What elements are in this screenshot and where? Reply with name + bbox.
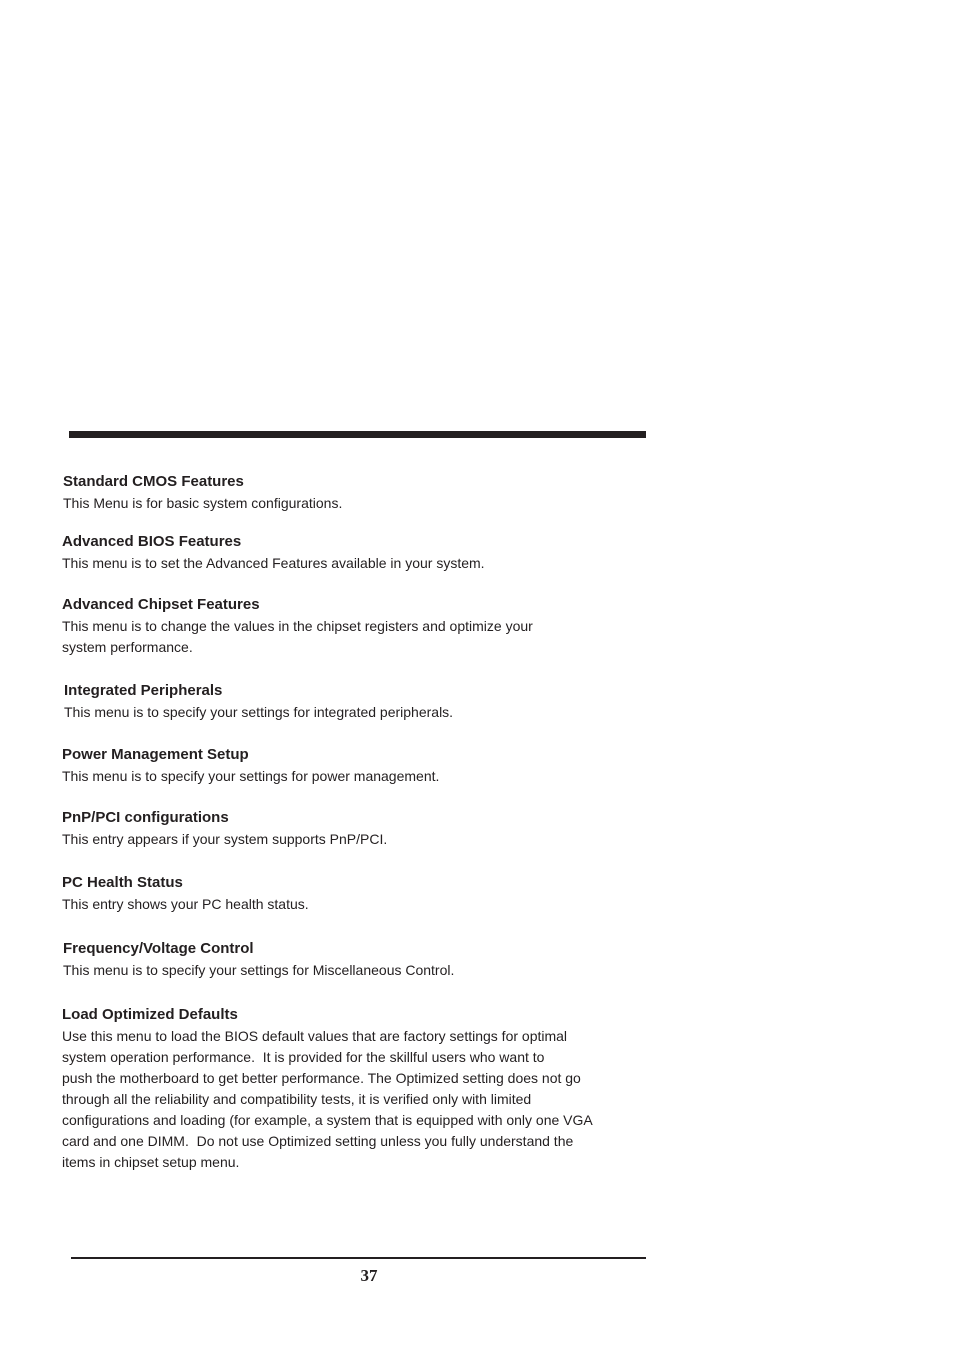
- section-description: [63, 960, 643, 981]
- section-title: PnP/PCI configurations: [62, 809, 229, 826]
- section-description: [62, 553, 642, 574]
- section-title: Integrated Peripherals: [64, 682, 223, 699]
- section-title: Frequency/Voltage Control: [63, 940, 254, 957]
- section-title: Standard CMOS Features: [63, 473, 244, 490]
- description-line: This menu is to set the Advanced Features available in your system.: [62, 555, 485, 571]
- section-integrated-peripherals: [64, 681, 644, 723]
- section-description: [62, 829, 642, 850]
- description-line: push the motherboard to get better performance. The Optimized setting does not go: [62, 1070, 581, 1086]
- section-pnp-pci-configurations: [62, 808, 642, 850]
- description-line: This menu is to specify your settings for integrated peripherals.: [64, 704, 454, 720]
- description-line: This menu is to change the values in the chipset registers and optimize your: [62, 618, 533, 634]
- description-line: This menu is to specify your settings for power management.: [62, 768, 440, 784]
- section-description: [64, 702, 644, 723]
- section-advanced-bios-features: [62, 532, 642, 574]
- section-title: Load Optimized Defaults: [62, 1006, 238, 1023]
- section-title: Advanced Chipset Features: [62, 596, 260, 613]
- footer-rule: [71, 1257, 646, 1259]
- section-power-management-setup: [62, 745, 642, 787]
- section-load-optimized-defaults: [62, 1005, 682, 1173]
- description-line: configurations and loading (for example, a system that is equipped with only one VGA: [62, 1112, 593, 1128]
- page-number: 37: [360, 1266, 378, 1285]
- section-description: [62, 1026, 682, 1173]
- section-description: [63, 493, 643, 514]
- section-description: [62, 894, 642, 915]
- description-line: system performance.: [62, 639, 193, 655]
- description-line: system operation performance. It is provided for the skillful users who want to: [62, 1049, 545, 1065]
- section-title: Advanced BIOS Features: [62, 533, 242, 550]
- section-title: Power Management Setup: [62, 746, 249, 763]
- section-standard-cmos-features: [63, 472, 643, 514]
- section-frequency-voltage-control: [63, 939, 643, 981]
- description-line: This menu is to specify your settings for Miscellaneous Control.: [63, 962, 455, 978]
- description-line: Use this menu to load the BIOS default values that are factory settings for optimal: [62, 1028, 568, 1044]
- description-line: through all the reliability and compatibility tests, it is verified only with limited: [62, 1091, 532, 1107]
- description-line: This Menu is for basic system configurations.: [63, 495, 343, 511]
- section-description: [62, 766, 642, 787]
- description-line: This entry appears if your system supports PnP/PCI.: [62, 831, 388, 847]
- section-advanced-chipset-features: [62, 595, 642, 658]
- header-rule: [69, 431, 646, 438]
- section-pc-health-status: [62, 873, 642, 915]
- description-line: card and one DIMM. Do not use Optimized setting unless you fully understand the: [62, 1133, 574, 1149]
- section-description: [62, 616, 642, 658]
- section-title: PC Health Status: [62, 874, 183, 891]
- description-line: This entry shows your PC health status.: [62, 896, 309, 912]
- description-line: items in chipset setup menu.: [62, 1154, 240, 1170]
